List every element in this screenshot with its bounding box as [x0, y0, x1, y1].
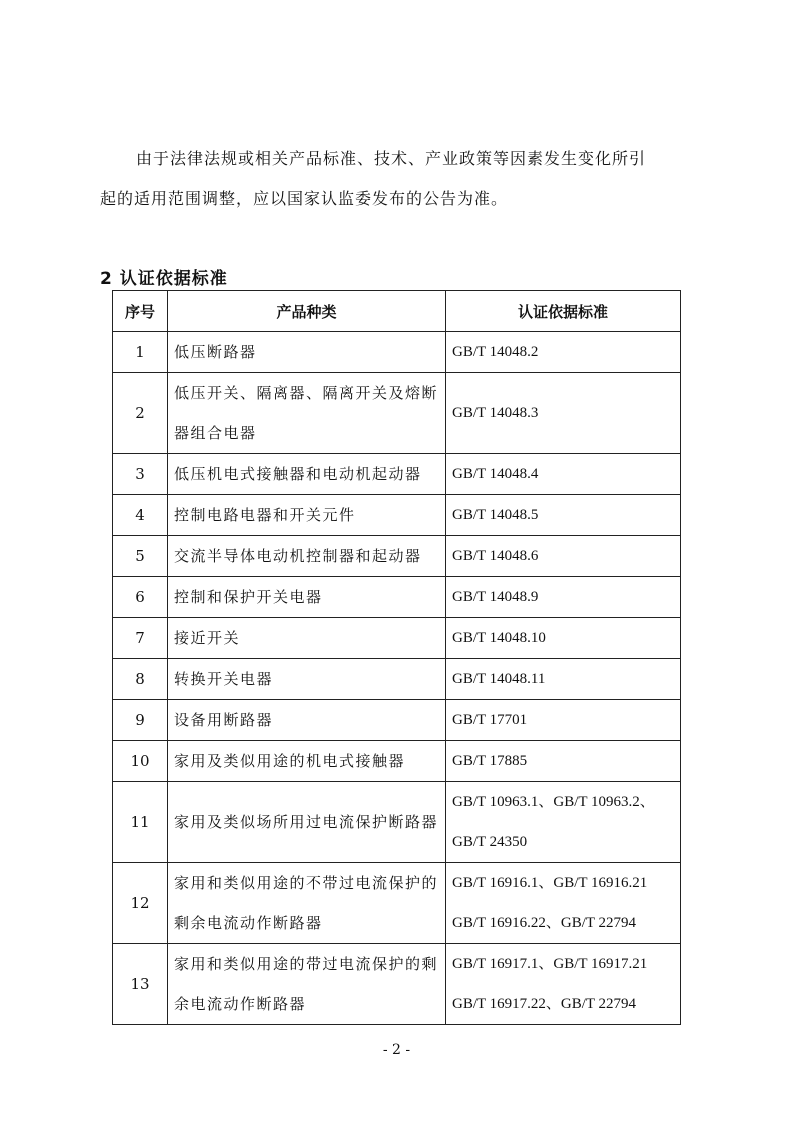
section-heading: 2 认证依据标准 — [100, 269, 228, 289]
product-category: 家用及类似场所用过电流保护断路器 — [168, 782, 446, 863]
product-category: 家用和类似用途的不带过电流保护的剩余电流动作断路器 — [168, 863, 446, 944]
product-category: 低压开关、隔离器、隔离开关及熔断器组合电器 — [168, 373, 446, 454]
table-row — [113, 741, 681, 782]
product-category: 家用及类似用途的机电式接触器 — [168, 741, 446, 782]
page-number: - 2 - — [382, 1042, 411, 1058]
standard-ref: GB/T 14048.11 — [446, 659, 681, 700]
standard-ref: GB/T 17885 — [446, 741, 681, 782]
row-number: 1 — [113, 332, 168, 373]
standard-ref: GB/T 14048.10 — [446, 618, 681, 659]
row-number: 4 — [113, 495, 168, 536]
standard-ref: GB/T 17701 — [446, 700, 681, 741]
table-row — [113, 863, 681, 944]
table-row — [113, 944, 681, 1025]
standard-ref: GB/T 16916.1、GB/T 16916.21 GB/T 16916.22、GB/T 22794 — [446, 863, 681, 944]
table-row — [113, 659, 681, 700]
table-row — [113, 618, 681, 659]
standard-ref: GB/T 14048.4 — [446, 454, 681, 495]
row-number: 2 — [113, 373, 168, 454]
standard-ref: GB/T 14048.2 — [446, 332, 681, 373]
row-number: 13 — [113, 944, 168, 1025]
row-number: 5 — [113, 536, 168, 577]
standard-ref: GB/T 14048.6 — [446, 536, 681, 577]
intro-paragraph-line-2: 起的适用范围调整，应以国家认监委发布的公告为准。 — [100, 189, 509, 208]
table-row — [113, 373, 681, 454]
product-category: 控制电路电器和开关元件 — [168, 495, 446, 536]
standard-ref: GB/T 16917.1、GB/T 16917.21 GB/T 16917.22、GB/T 22794 — [446, 944, 681, 1025]
table-row — [113, 700, 681, 741]
product-category: 低压机电式接触器和电动机起动器 — [168, 454, 446, 495]
row-number: 7 — [113, 618, 168, 659]
row-number: 11 — [113, 782, 168, 863]
certification-standards-table — [112, 290, 681, 1025]
product-category: 控制和保护开关电器 — [168, 577, 446, 618]
standard-ref: GB/T 14048.3 — [446, 373, 681, 454]
header-serial-number: 序号 — [113, 291, 168, 332]
standard-ref: GB/T 14048.5 — [446, 495, 681, 536]
product-category: 低压断路器 — [168, 332, 446, 373]
product-category: 转换开关电器 — [168, 659, 446, 700]
standard-ref: GB/T 10963.1、GB/T 10963.2、GB/T 24350 — [446, 782, 681, 863]
table-header-row — [113, 291, 681, 332]
row-number: 9 — [113, 700, 168, 741]
standard-ref: GB/T 14048.9 — [446, 577, 681, 618]
header-product-category: 产品种类 — [168, 291, 446, 332]
row-number: 10 — [113, 741, 168, 782]
table-row — [113, 782, 681, 863]
product-category: 家用和类似用途的带过电流保护的剩余电流动作断路器 — [168, 944, 446, 1025]
header-certification-standard: 认证依据标准 — [446, 291, 681, 332]
table-row — [113, 332, 681, 373]
table-row — [113, 495, 681, 536]
row-number: 3 — [113, 454, 168, 495]
table-row — [113, 454, 681, 495]
row-number: 8 — [113, 659, 168, 700]
product-category: 交流半导体电动机控制器和起动器 — [168, 536, 446, 577]
table-row — [113, 577, 681, 618]
product-category: 接近开关 — [168, 618, 446, 659]
row-number: 6 — [113, 577, 168, 618]
row-number: 12 — [113, 863, 168, 944]
product-category: 设备用断路器 — [168, 700, 446, 741]
table-row — [113, 536, 681, 577]
intro-paragraph-line-1: 由于法律法规或相关产品标准、技术、产业政策等因素发生变化所引 — [136, 149, 647, 168]
